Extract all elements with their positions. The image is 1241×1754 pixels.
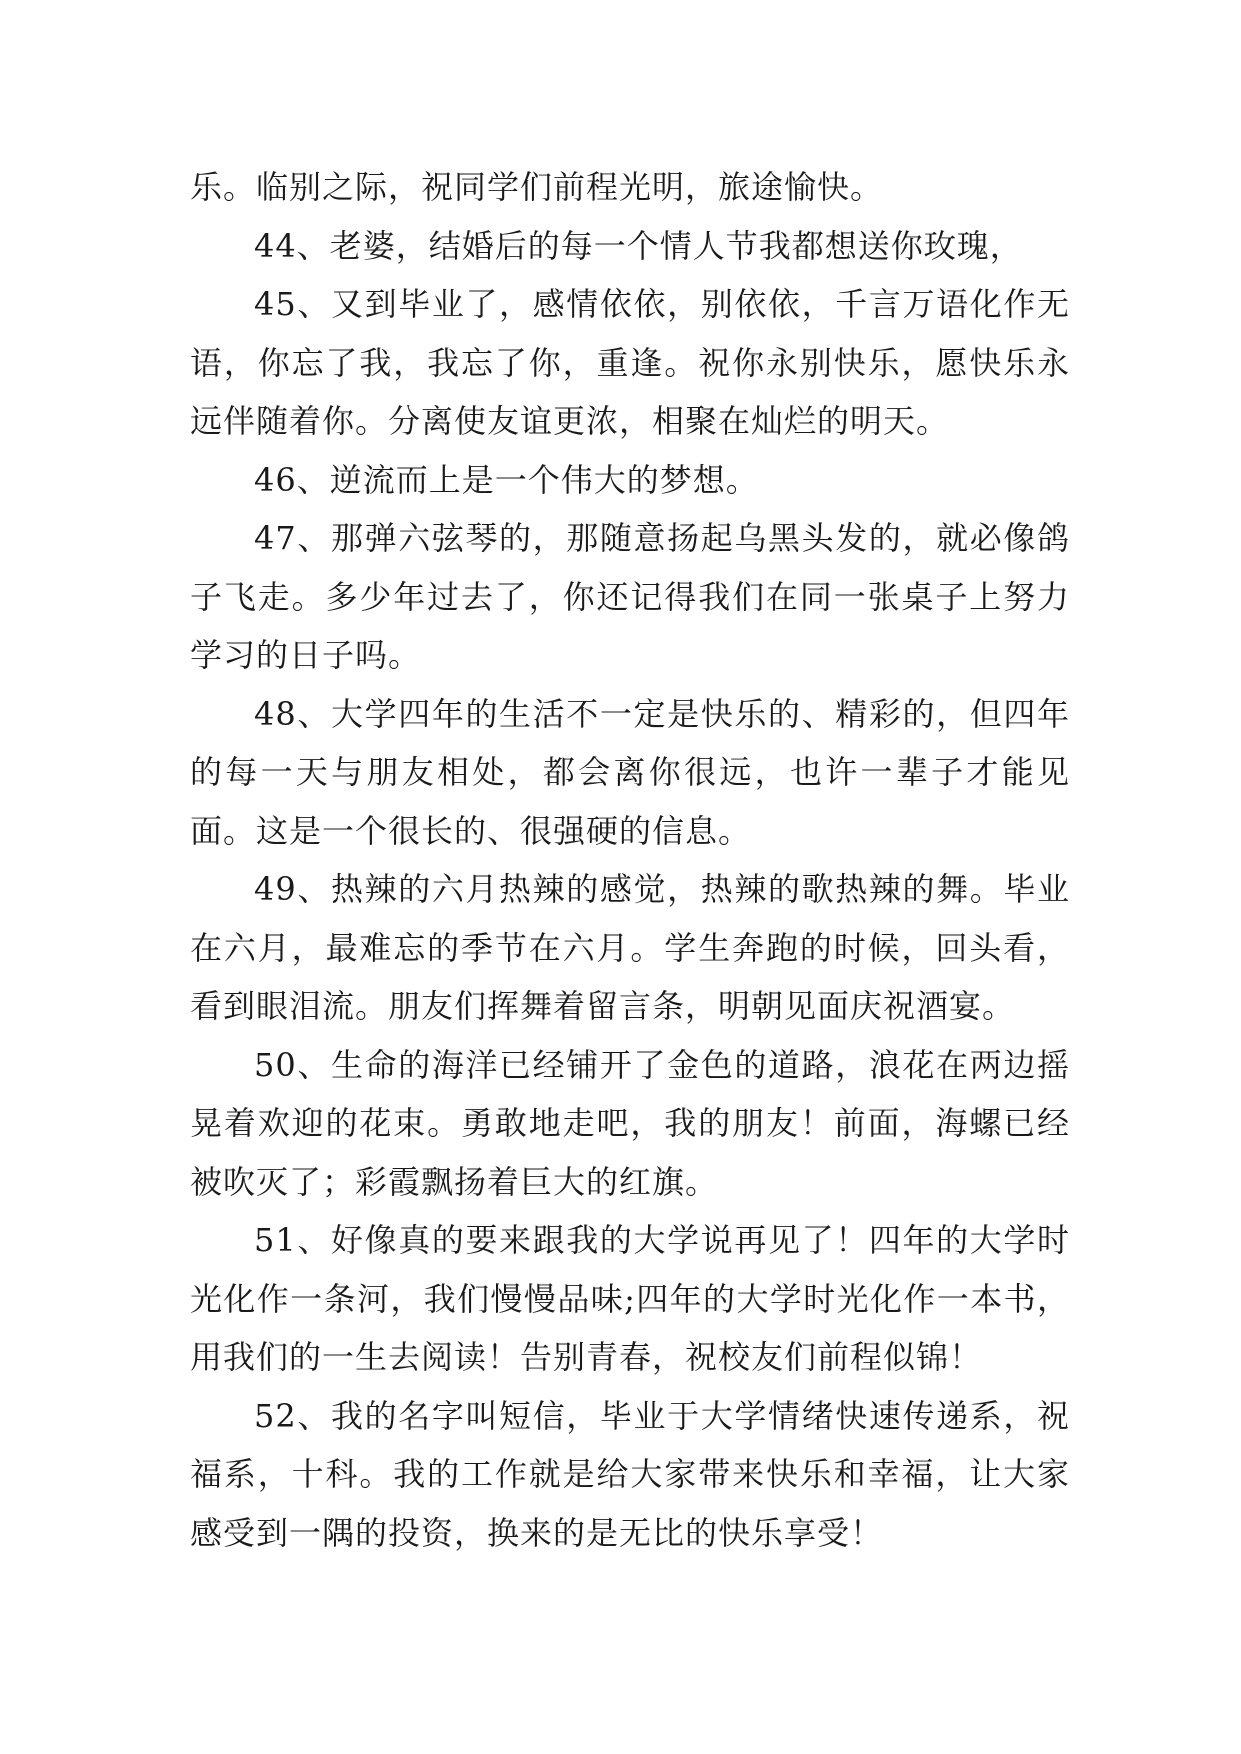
document-body (190, 158, 1070, 1562)
paragraph-51: 51、好像真的要来跟我的大学说再见了！四年的大学时光化作一条河，我们慢慢品味;四年的大学时光化作一本书，用我们的一生去阅读！告别青春，祝校友们前程似锦！ (190, 1221, 1070, 1376)
paragraph-45: 45、又到毕业了，感情依依，别依依，千言万语化作无语，你忘了我，我忘了你，重逢。祝你永别快乐，愿快乐永远伴随着你。分离使友谊更浓，相聚在灿烂的明天。 (190, 285, 1070, 440)
paragraph-continuation: 乐。临别之际，祝同学们前程光明，旅途愉快。 (190, 168, 884, 206)
paragraph-50: 50、生命的海洋已经铺开了金色的道路，浪花在两边摇晃着欢迎的花束。勇敢地走吧，我的朋友！前面，海螺已经被吹灭了；彩霞飘扬着巨大的红旗。 (190, 1045, 1070, 1201)
paragraph-49: 49、热辣的六月热辣的感觉，热辣的歌热辣的舞。毕业在六月，最难忘的季节在六月。学生奔跑的时候，回头看，看到眼泪流。朋友们挥舞着留言条，明朝见面庆祝酒宴。 (190, 870, 1070, 1025)
paragraph-44: 44、老婆，结婚后的每一个情人节我都想送你玫瑰， (254, 226, 1023, 265)
paragraph-46: 46、逆流而上是一个伟大的梦想。 (254, 460, 759, 499)
paragraph-52: 52、我的名字叫短信，毕业于大学情绪快速传递系，祝福系，十科。我的工作就是给大家带来快乐和幸福，让大家感受到一隅的投资，换来的是无比的快乐享受！ (190, 1396, 1070, 1552)
paragraph-48: 48、大学四年的生活不一定是快乐的、精彩的，但四年的每一天与朋友相处，都会离你很远，也许一辈子才能见面。这是一个很长的、很强硬的信息。 (190, 694, 1070, 850)
paragraph-47: 47、那弹六弦琴的，那随意扬起乌黑头发的，就必像鸽子飞走。多少年过去了，你还记得我们在同一张桌子上努力学习的日子吗。 (190, 519, 1070, 674)
